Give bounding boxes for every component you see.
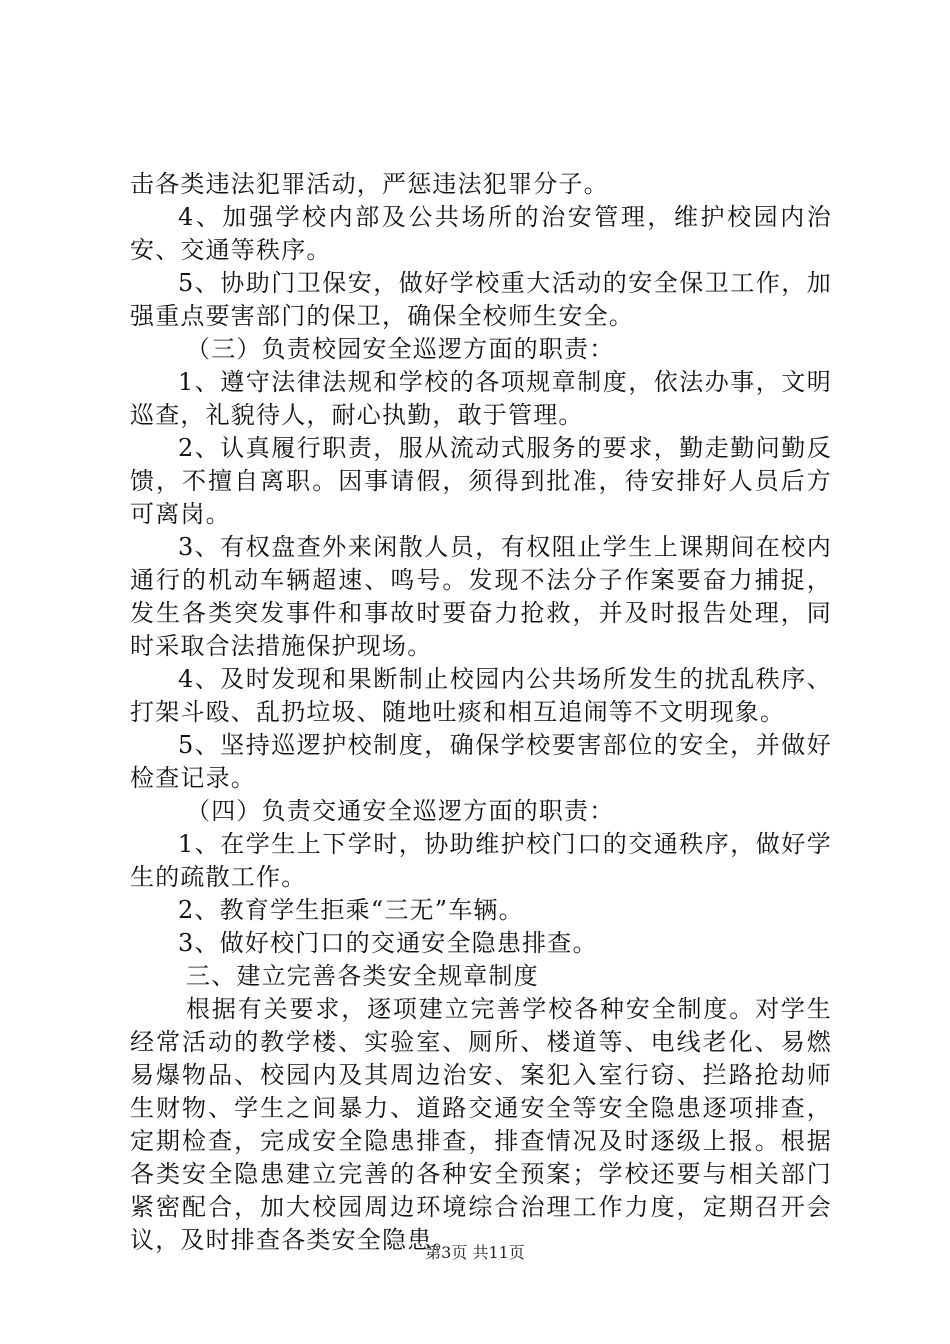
paragraph: 击各类违法犯罪活动，严惩违法犯罪分子。 [130,170,609,198]
document-body [130,168,832,1257]
section-heading: （四）负责交通安全巡逻方面的职责： [186,797,615,825]
paragraph: 5、坚持巡逻护校制度，确保学校要害部位的安全，并做好检查记录。 [130,731,832,792]
paragraph: 4、及时发现和果断制止校园内公共场所发生的扰乱秩序、打架斗殴、乱扔垃圾、随地吐痰和相互追闹等不文明现象。 [130,665,832,726]
paragraph: 4、加强学校内部及公共场所的治安管理，维护校园内治安、交通等秩序。 [130,203,832,264]
section-heading: （三）负责校园安全巡逻方面的职责： [186,335,615,363]
paragraph: 5、协助门卫保安，做好学校重大活动的安全保卫工作，加强重点要害部门的保卫，确保全校师生安全。 [130,269,832,330]
paragraph: 2、认真履行职责，服从流动式服务的要求，勤走勤问勤反馈，不擅自离职。因事请假，须得到批准，待安排好人员后方可离岗。 [130,434,832,528]
paragraph: 2、教育学生拒乘“三无”车辆。 [178,896,524,924]
paragraph: 3、有权盘查外来闲散人员，有权阻止学生上课期间在校内通行的机动车辆超速、鸣号。发现不法分子作案要奋力捕捉，发生各类突发事件和事故时要奋力抢救，并及时报告处理，同时采取合法措施保护现场。 [130,533,832,660]
paragraph: 3、做好校门口的交通安全隐患排查。 [178,929,598,957]
paragraph: 根据有关要求，逐项建立完善学校各种安全制度。对学生经常活动的教学楼、实验室、厕所、楼道等、电线老化、易燃易爆物品、校园内及其周边治安、案犯入室行窃、拦路抢劫师生财物、学生之间暴力、道路交通安全等安全隐患逐项排查，定期检查，完成安全隐患排查，排查情况及时逐级上报。根据各类安全隐患建立完善的各种安全预案；学校还要与相关部门紧密配合，加大校园周边环境综合治理工作力度，定期召开会议，及时排查各类安全隐患。 [130,995,832,1254]
section-heading: 三、建立完善各类安全规章制度 [186,962,539,990]
paragraph: 1、遵守法律法规和学校的各项规章制度，依法办事，文明巡查，礼貌待人，耐心执勤，敢于管理。 [130,368,832,429]
paragraph: 1、在学生上下学时，协助维护校门口的交通秩序，做好学生的疏散工作。 [130,830,832,891]
page-footer: 第3页 共11页 [425,1243,525,1262]
